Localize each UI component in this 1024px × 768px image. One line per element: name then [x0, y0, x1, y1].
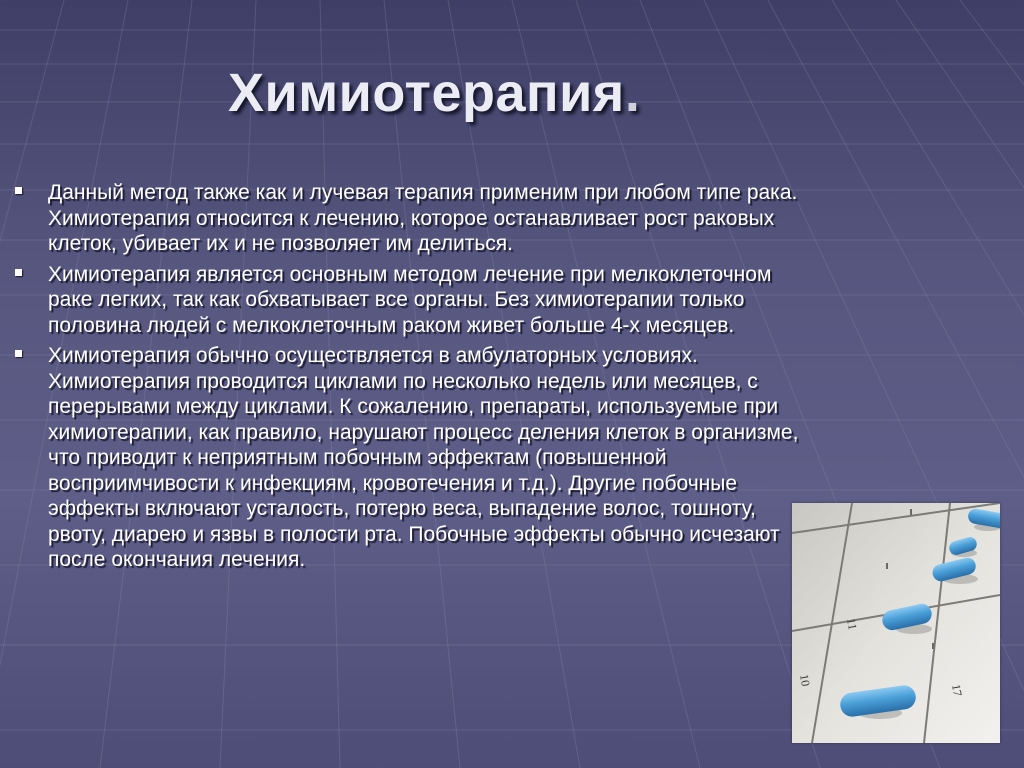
- calendar-number: 11: [844, 617, 860, 631]
- square-bullet-icon: [15, 187, 22, 194]
- bullet-text: Химиотерапия является основным методом лечение при мелкоклеточном раке легких, так как обхватывает все органы. Без химиотерапии только половина людей с мелкоклеточным раком живет больше 4-х месяцев.: [48, 262, 772, 337]
- bullet-item: [12, 180, 802, 257]
- slide-title-text: Химиотерапия: [228, 63, 625, 123]
- calendar-number: 17: [949, 683, 965, 698]
- bullet-text: Химиотерапия обычно осуществляется в амбулаторных условиях. Химиотерапия проводится циклами по несколько недель или месяцев, с перерывами между циклами. К сожалению, препараты, используемые при химиотерапии, как правило, нарушают процесс деления клеток в организме, что приводит к неприятным побочным эффектам (повышенной восприимчивости к инфекциям, кровотечения и т.д.). Другие побочные эффекты включают усталость, потерю веса, выпадение волос, тошноту, рвоту, диарею и язвы в полости рта. Побочные эффекты обычно исчезают после окончания лечения.: [48, 344, 799, 571]
- calendar-number: 10: [797, 673, 813, 688]
- square-bullet-icon: [15, 350, 22, 357]
- pills-calendar-illustration: [792, 503, 1000, 743]
- bullet-text: Данный метод также как и лучевая терапия применим при любом типе рака. Химиотерапия относится к лечению, которое останавливает рост раковых клеток, убивает их и не позволяет им делиться.: [48, 181, 798, 255]
- bullet-item: [12, 343, 802, 573]
- bullet-list: [12, 180, 802, 578]
- pills-calendar-photo: [792, 503, 1000, 743]
- square-bullet-icon: [15, 269, 22, 276]
- slide-title: [228, 62, 640, 124]
- bullet-item: [12, 262, 802, 339]
- slide-title-period: .: [624, 63, 641, 123]
